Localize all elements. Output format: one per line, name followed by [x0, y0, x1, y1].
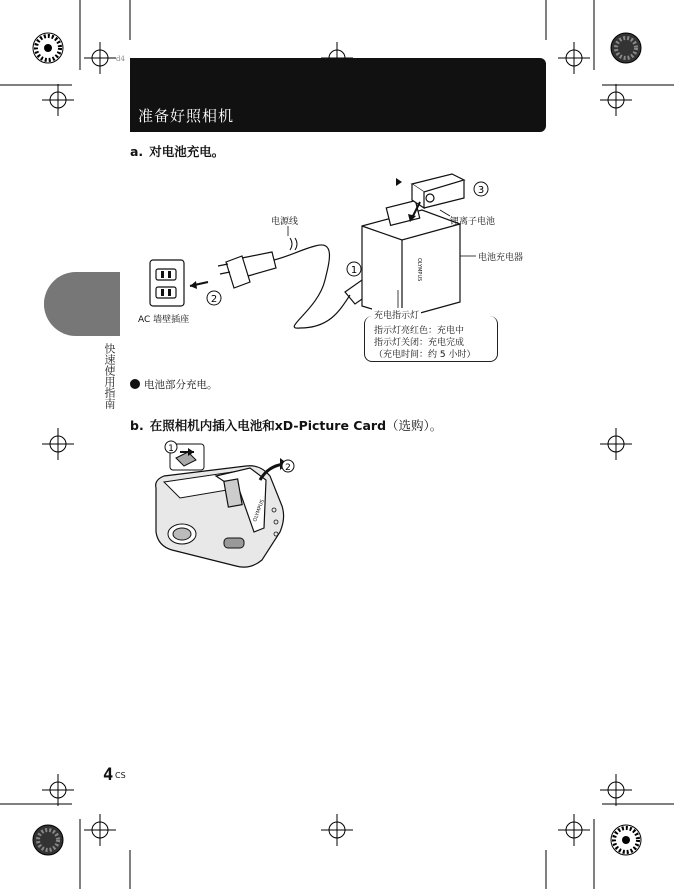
step-2-number: 2	[210, 294, 218, 305]
charger-brand: OLYMPUS	[416, 258, 422, 282]
charger-label: 电池充电器	[478, 253, 524, 263]
page-number: 4	[103, 765, 114, 785]
power-cord-label: 电源线	[271, 217, 299, 227]
step-3-number: 3	[477, 185, 485, 196]
indicator-line-1: 指示灯亮红色：充电中	[374, 326, 465, 336]
indicator-line-3: （充电时间：约 5 小时）	[374, 350, 476, 360]
section-a-heading	[130, 142, 224, 160]
camera-brand: OLYMPUS	[252, 498, 266, 523]
section-b-title-bold: xD-Picture Card	[274, 418, 387, 433]
side-tab-label: 快速使用指南	[103, 343, 116, 409]
section-a-label: a.	[130, 144, 144, 159]
battery-label: 锂离子电池	[450, 217, 496, 227]
page-language-code: CS	[115, 771, 126, 780]
partial-charge-text: 电池部分充电。	[144, 379, 218, 391]
camera-step-1: 1	[168, 444, 174, 454]
wall-outlet-label: AC 墙壁插座	[138, 315, 190, 325]
section-b-heading	[130, 416, 442, 434]
indicator-line-2: 指示灯关闭：充电完成	[374, 338, 465, 348]
bullet-icon	[130, 379, 140, 389]
section-b-label: b.	[130, 418, 144, 433]
side-tab-marker	[44, 272, 120, 336]
chapter-title: 准备好照相机	[138, 107, 235, 125]
camera-illustration	[150, 436, 300, 576]
partial-charge-note	[130, 377, 218, 392]
section-b-title-post: （选购）。	[386, 418, 443, 433]
chapter-banner	[130, 58, 546, 132]
section-b-title-pre: 在照相机内插入电池和	[149, 418, 275, 433]
section-a-title: 对电池充电。	[149, 144, 225, 159]
camera-step-2: 2	[285, 463, 291, 473]
indicator-title: 充电指示灯	[372, 308, 421, 321]
print-stamp: d4	[116, 55, 125, 63]
step-1-number: 1	[350, 265, 358, 276]
